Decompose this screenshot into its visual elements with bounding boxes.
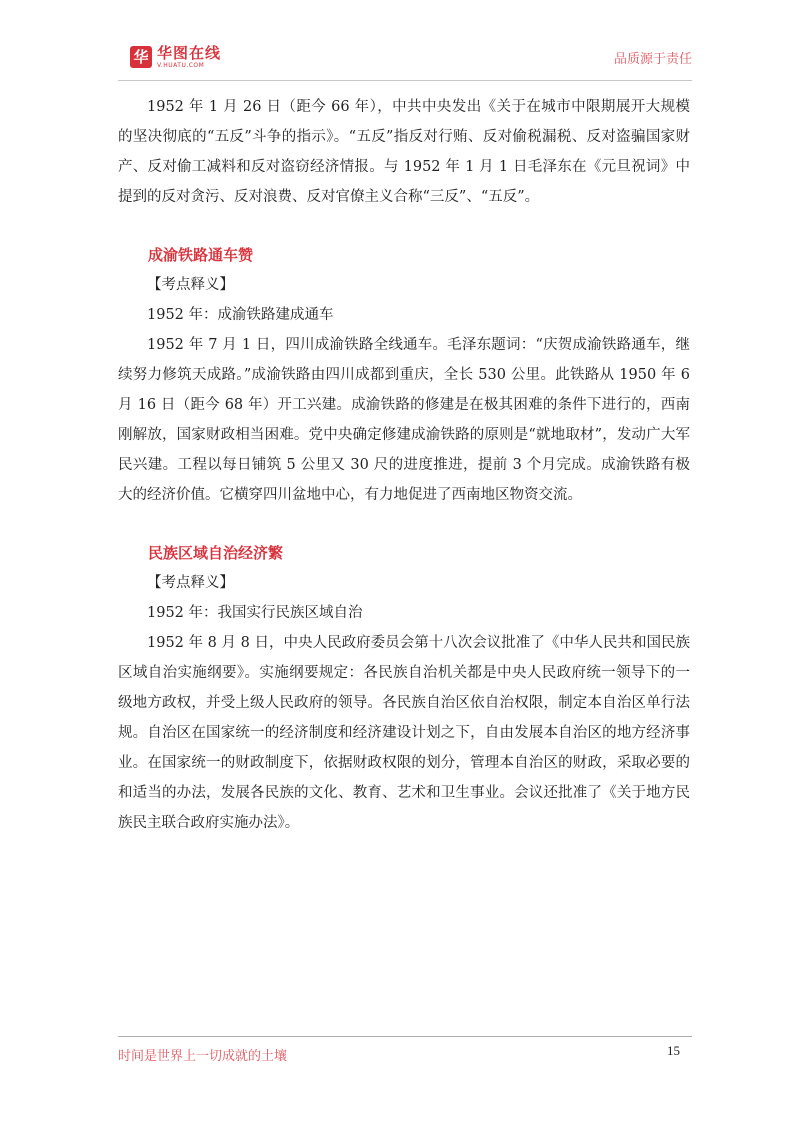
page-footer (118, 1036, 692, 1077)
section-summary: 1952 年：我国实行民族区域自治 (147, 605, 363, 621)
section-body-paragraph: 1952 年 7 月 1 日，四川成渝铁路全线通车。毛泽东题词：“庆贺成渝铁路通车，继续努力修筑天成路。”成渝铁路由四川成都到重庆，全长 530 公里。此铁路从 1950 年 6 月 16 日（距今 68 年）开工兴建。成渝铁路的修建是在极其困难的条件下进行的，西南刚解放，国家财政相当困难。党中央确定修建成渝铁路的原则是“就地取材”，发动广大军民兴建。工程以每日铺筑 5 公里又 30 尺的进度推进，提前 3 个月完成。成渝铁路有极大的经济价值。它横穿四川盆地中心，有力地促进了西南地区物资交流。 (118, 337, 690, 503)
huatu-logo (130, 44, 221, 70)
document-body (118, 92, 690, 838)
logo-name: 华图在线 (157, 43, 222, 62)
logo-url: V.HUATU.COM (157, 61, 205, 69)
section-heading-chengyu-railway: 成渝铁路通车赞 (148, 246, 254, 264)
logo-mark-icon: 华 (130, 46, 152, 68)
section-body-paragraph: 1952 年 8 月 8 日，中央人民政府委员会第十八次会议批准了《中华人民共和国民族区域自治实施纲要》。实施纲要规定：各民族自治机关都是中央人民政府统一领导下的一级地方政权，并受上级人民政府的领导。各民族自治区依自治权限，制定本自治区单行法规。自治区在国家统一的经济制度和经济建设计划之下，自由发展本自治区的地方经济事业。在国家统一的财政制度下，依据财政权限的划分，管理本自治区的财政，采取必要的和适当的办法，发展各民族的文化、教育、艺术和卫生事业。会议还批准了《关于地方民族民主联合政府实施办法》。 (118, 635, 690, 831)
logo-text (157, 43, 222, 69)
exam-point-label: 【考点释义】 (147, 575, 234, 591)
exam-point-label: 【考点释义】 (147, 277, 234, 293)
spacer (118, 510, 690, 538)
page-header (118, 36, 692, 81)
intro-paragraph: 1952 年 1 月 26 日（距今 66 年），中共中央发出《关于在城市中限期展开大规模的坚决彻底的“五反”斗争的指示》。“五反”指反对行贿、反对偷税漏税、反对盗骗国家财产、反对偷工减料和反对盗窃经济情报。与 1952 年 1 月 1 日毛泽东在《元旦祝词》中提到的反对贪污、反对浪费、反对官僚主义合称“三反”、“五反”。 (118, 99, 690, 205)
section-summary: 1952 年：成渝铁路建成通车 (147, 307, 334, 323)
footer-motto: 时间是世界上一切成就的土壤 (118, 1049, 288, 1064)
spacer (118, 212, 690, 240)
header-slogan: 品质源于责任 (613, 52, 692, 67)
section-heading-ethnic-autonomy: 民族区域自治经济繁 (148, 544, 284, 562)
page-number: 15 (667, 1043, 680, 1058)
